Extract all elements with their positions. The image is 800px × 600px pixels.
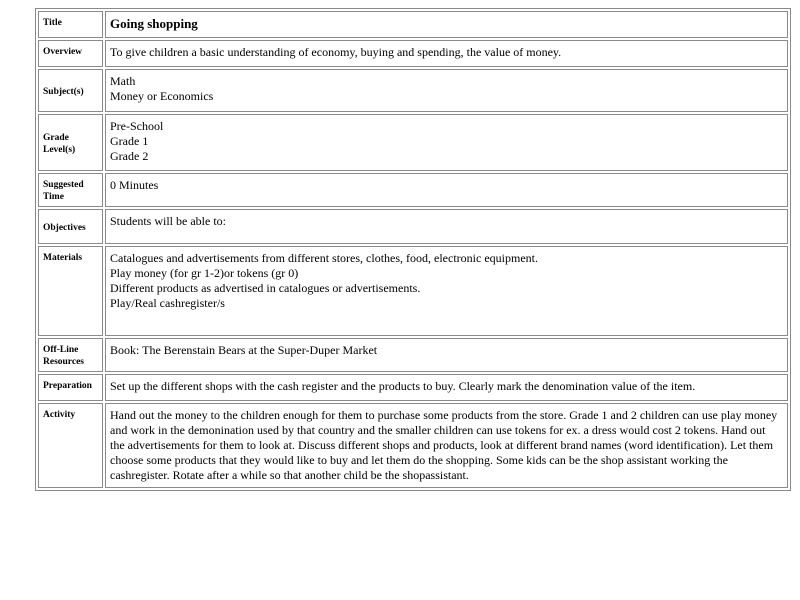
offline-resources-label: Off-Line Resources — [38, 338, 103, 372]
row-preparation — [38, 374, 788, 401]
activity-label: Activity — [38, 403, 103, 488]
suggested-time-label: Suggested Time — [38, 173, 103, 207]
title-label: Title — [38, 11, 103, 38]
row-grade-levels — [38, 114, 788, 171]
activity-value: Hand out the money to the children enough for them to purchase some products from the store. Grade 1 and 2 children can use play money and work in the demonination used by that country and the smaller children can use tokens for ex. a dress would cost 2 tokens. Hand out the advertisements for them to look at. Discuss different shops and products, look at different brand names (word identification). Let them choose some products that they would like to buy and let them do the shopping. Some kids can be the shop assistant working the cashregister. Rotate after a while so that another child be the shopassistant. — [105, 403, 788, 488]
grade-item: Grade 1 — [110, 134, 149, 148]
grade-item: Pre-School — [110, 119, 164, 133]
grade-levels-label: Grade Level(s) — [38, 114, 103, 171]
row-subjects — [38, 69, 788, 112]
subjects-value — [105, 69, 788, 112]
overview-label: Overview — [38, 40, 103, 67]
overview-value: To give children a basic understanding of economy, buying and spending, the value of money. — [105, 40, 788, 67]
materials-label: Materials — [38, 246, 103, 336]
row-activity — [38, 403, 788, 488]
subject-item: Math — [110, 74, 136, 88]
preparation-value: Set up the different shops with the cash register and the products to buy. Clearly mark the denomination value of the item. — [105, 374, 788, 401]
title-value: Going shopping — [105, 11, 788, 38]
materials-value — [105, 246, 788, 336]
lesson-plan — [35, 8, 791, 491]
row-materials — [38, 246, 788, 336]
grade-item: Grade 2 — [110, 149, 149, 163]
row-suggested-time — [38, 173, 788, 207]
material-item: Play/Real cashregister/s — [110, 296, 225, 310]
objectives-label: Objectives — [38, 209, 103, 244]
grade-levels-value — [105, 114, 788, 171]
material-item: Different products as advertised in catalogues or advertisements. — [110, 281, 421, 295]
offline-resources-value: Book: The Berenstain Bears at the Super-Duper Market — [105, 338, 788, 372]
material-item: Play money (for gr 1-2)or tokens (gr 0) — [110, 266, 299, 280]
row-overview — [38, 40, 788, 67]
suggested-time-value: 0 Minutes — [105, 173, 788, 207]
objectives-value: Students will be able to: — [105, 209, 788, 244]
preparation-label: Preparation — [38, 374, 103, 401]
row-title — [38, 11, 788, 38]
subject-item: Money or Economics — [110, 89, 214, 103]
material-item: Catalogues and advertisements from different stores, clothes, food, electronic equipment. — [110, 251, 538, 265]
row-offline-resources — [38, 338, 788, 372]
lesson-plan-table — [35, 8, 791, 491]
subjects-label: Subject(s) — [38, 69, 103, 112]
row-objectives — [38, 209, 788, 244]
